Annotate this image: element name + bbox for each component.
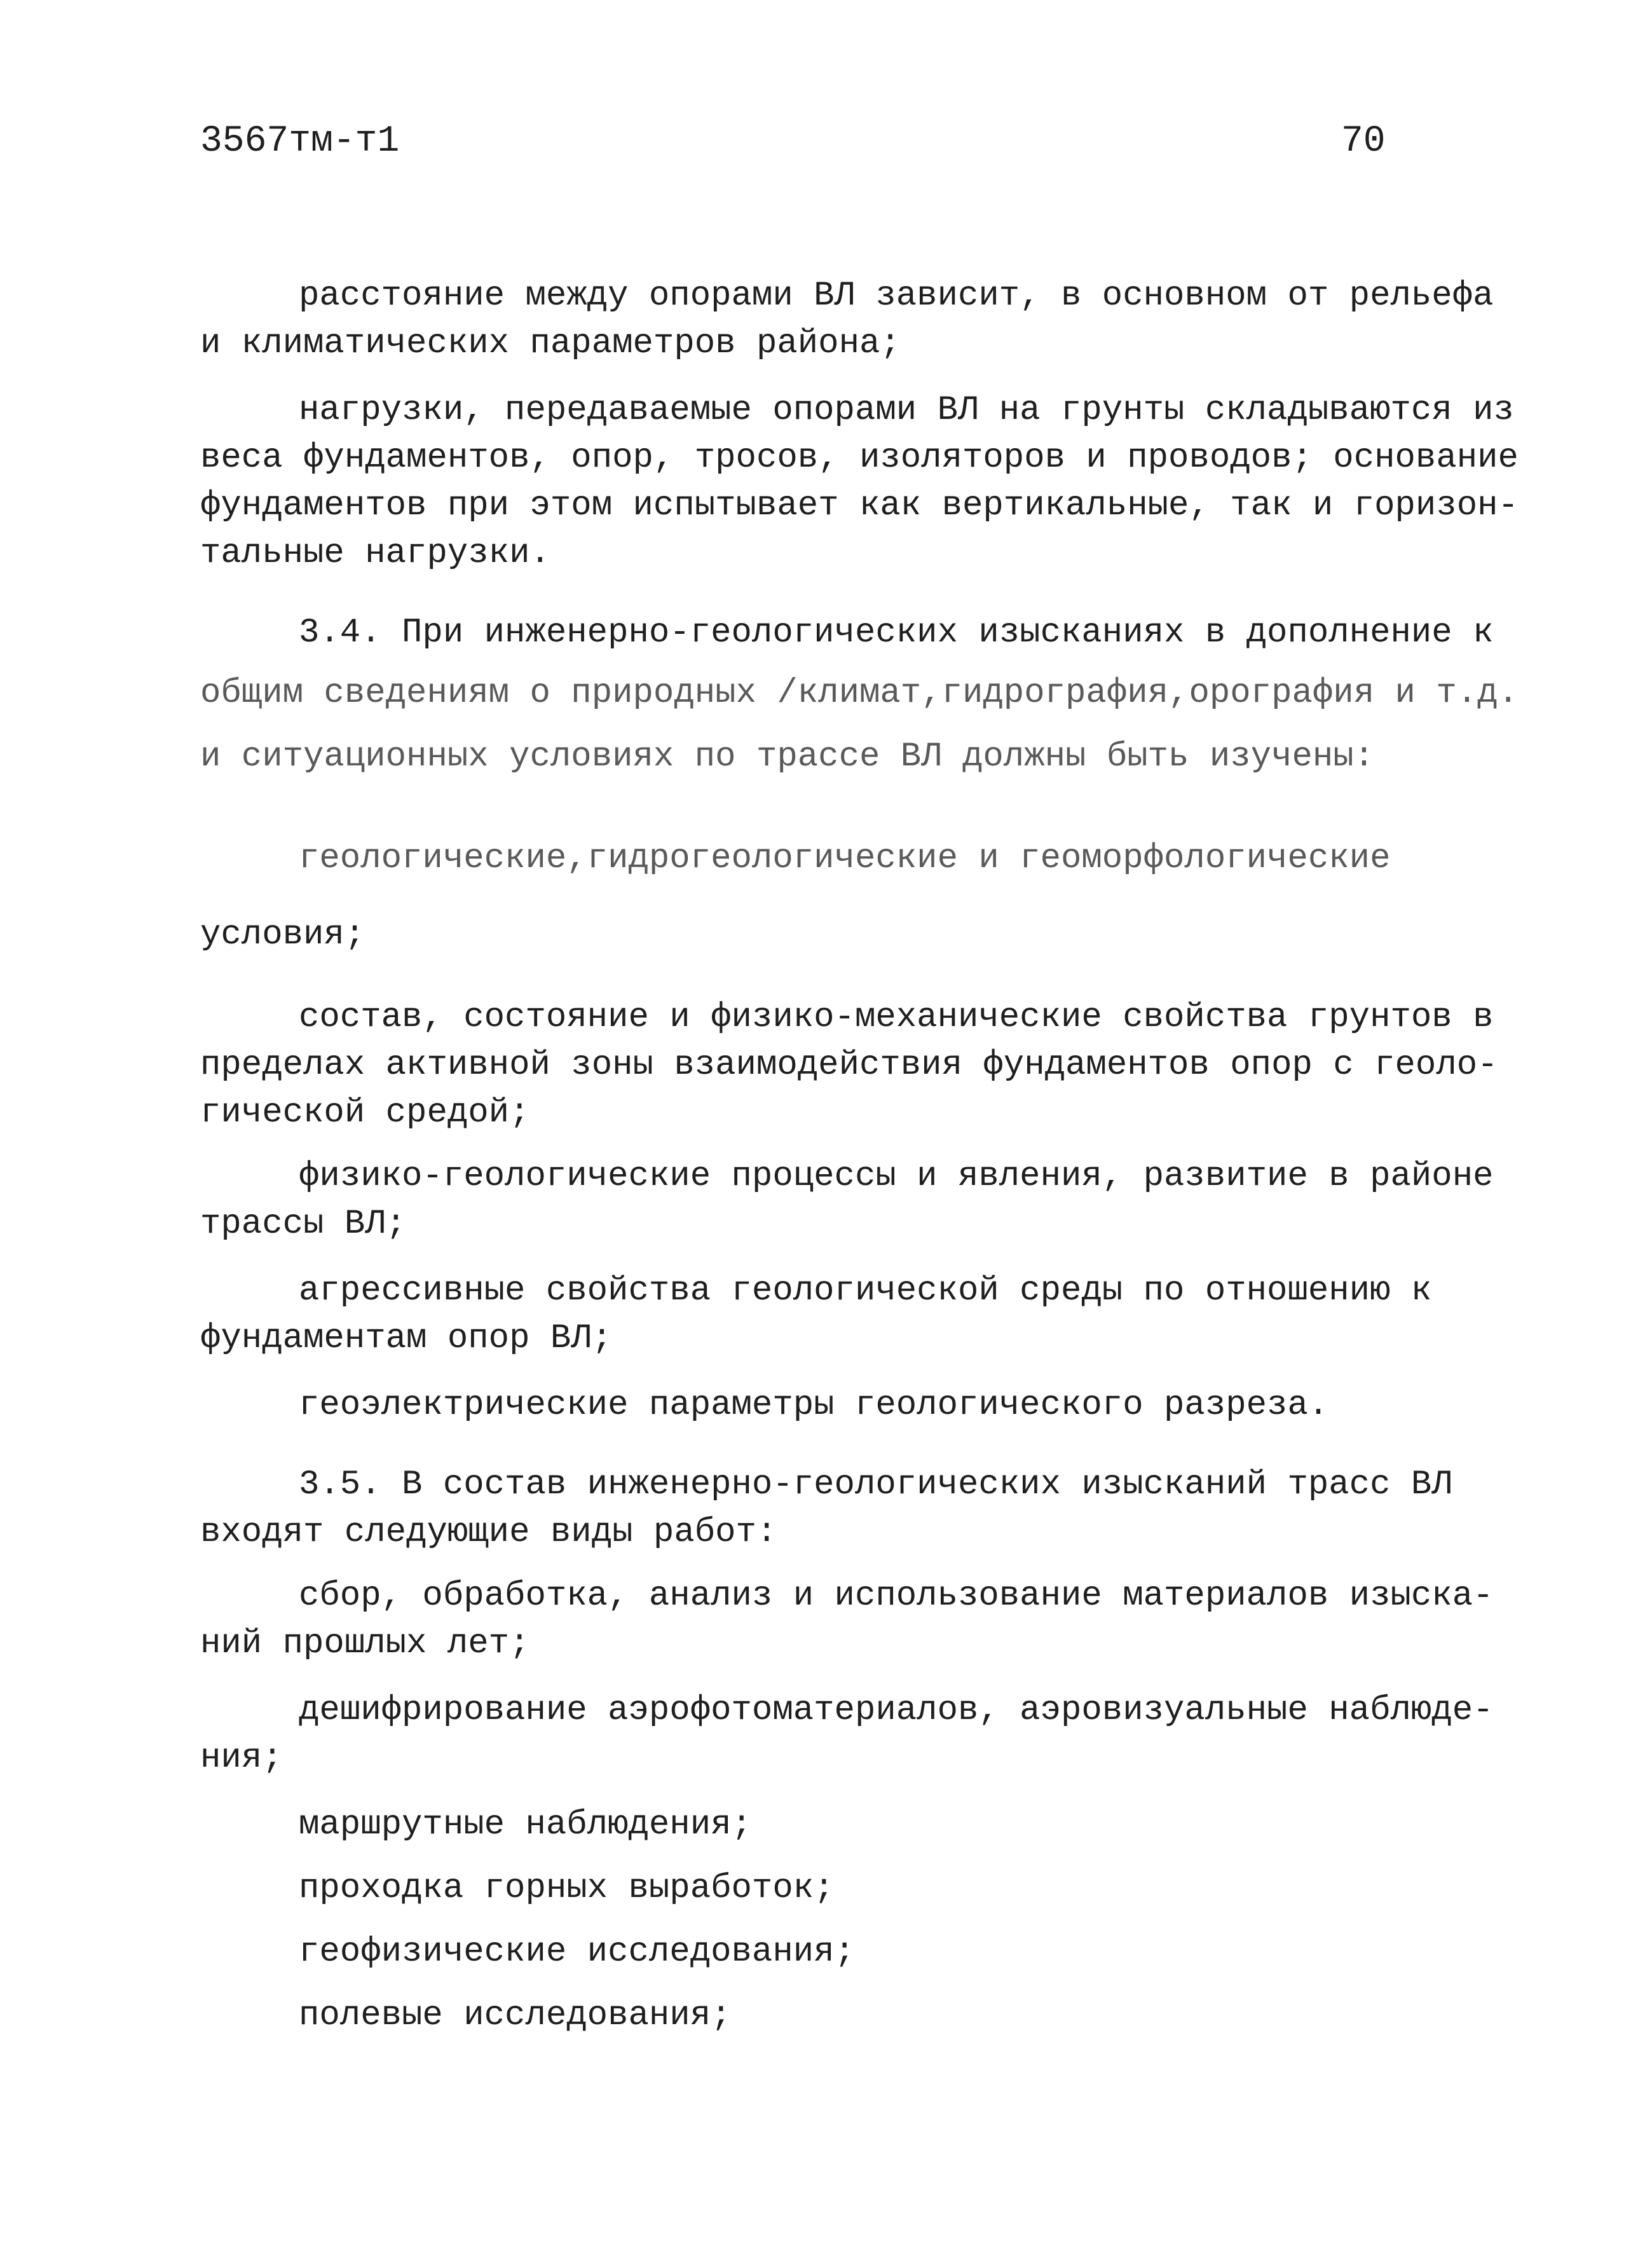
text-line: и ситуационных условиях по трассе ВЛ должны быть изучены: bbox=[200, 737, 1375, 776]
text-line: фундаментам опор ВЛ; bbox=[200, 1319, 613, 1358]
text-line: ний прошлых лет; bbox=[200, 1624, 530, 1663]
text-line: состав, состояние и физико-механические свойства грунтов в bbox=[299, 998, 1494, 1037]
page-number: 70 bbox=[1341, 121, 1386, 162]
text-line: общим сведениям о природных /климат,гидрография,орография и т.д. bbox=[200, 674, 1519, 713]
text-line: нагрузки, передаваемые опорами ВЛ на грунты складываются из bbox=[299, 391, 1514, 430]
text-line: проходка горных выработок; bbox=[299, 1869, 835, 1908]
text-line: пределах активной зоны взаимодействия фундаментов опор с геоло- bbox=[200, 1046, 1498, 1085]
text-line: маршрутные наблюдения; bbox=[299, 1805, 752, 1844]
text-line: геоэлектрические параметры геологического разреза. bbox=[299, 1386, 1329, 1425]
text-line: 3.5. В состав инженерно-геологических изысканий трасс ВЛ bbox=[299, 1465, 1452, 1504]
text-line: сбор, обработка, анализ и использование материалов изыска- bbox=[299, 1577, 1494, 1615]
text-line: дешифрирование аэрофотоматериалов, аэровизуальные наблюде- bbox=[299, 1691, 1494, 1730]
text-line: физико-геологические процессы и явления, развитие в районе bbox=[299, 1157, 1494, 1196]
text-line: веса фундаментов, опор, тросов, изоляторов и проводов; основание bbox=[200, 439, 1519, 477]
text-line: тальные нагрузки. bbox=[200, 534, 550, 573]
text-line: полевые исследования; bbox=[299, 1996, 732, 2035]
text-line: входят следующие виды работ: bbox=[200, 1513, 777, 1552]
text-line: фундаментов при этом испытывает как вертикальные, так и горизон- bbox=[200, 486, 1519, 525]
text-line: геофизические исследования; bbox=[299, 1933, 855, 1971]
document-code: 3567тм-т1 bbox=[200, 121, 400, 162]
text-line: и климатических параметров района; bbox=[200, 324, 901, 363]
text-line: трассы ВЛ; bbox=[200, 1205, 407, 1243]
text-line: расстояние между опорами ВЛ зависит, в основном от рельефа bbox=[299, 277, 1494, 315]
text-line: ния; bbox=[200, 1739, 283, 1777]
text-line: 3.4. При инженерно-геологических изысканиях в дополнение к bbox=[299, 613, 1494, 652]
text-line: гической средой; bbox=[200, 1093, 530, 1132]
text-line: условия; bbox=[200, 915, 365, 954]
text-line: геологические,гидрогеологические и геоморфологические bbox=[299, 839, 1391, 878]
text-line: агрессивные свойства геологической среды по отношению к bbox=[299, 1271, 1432, 1310]
